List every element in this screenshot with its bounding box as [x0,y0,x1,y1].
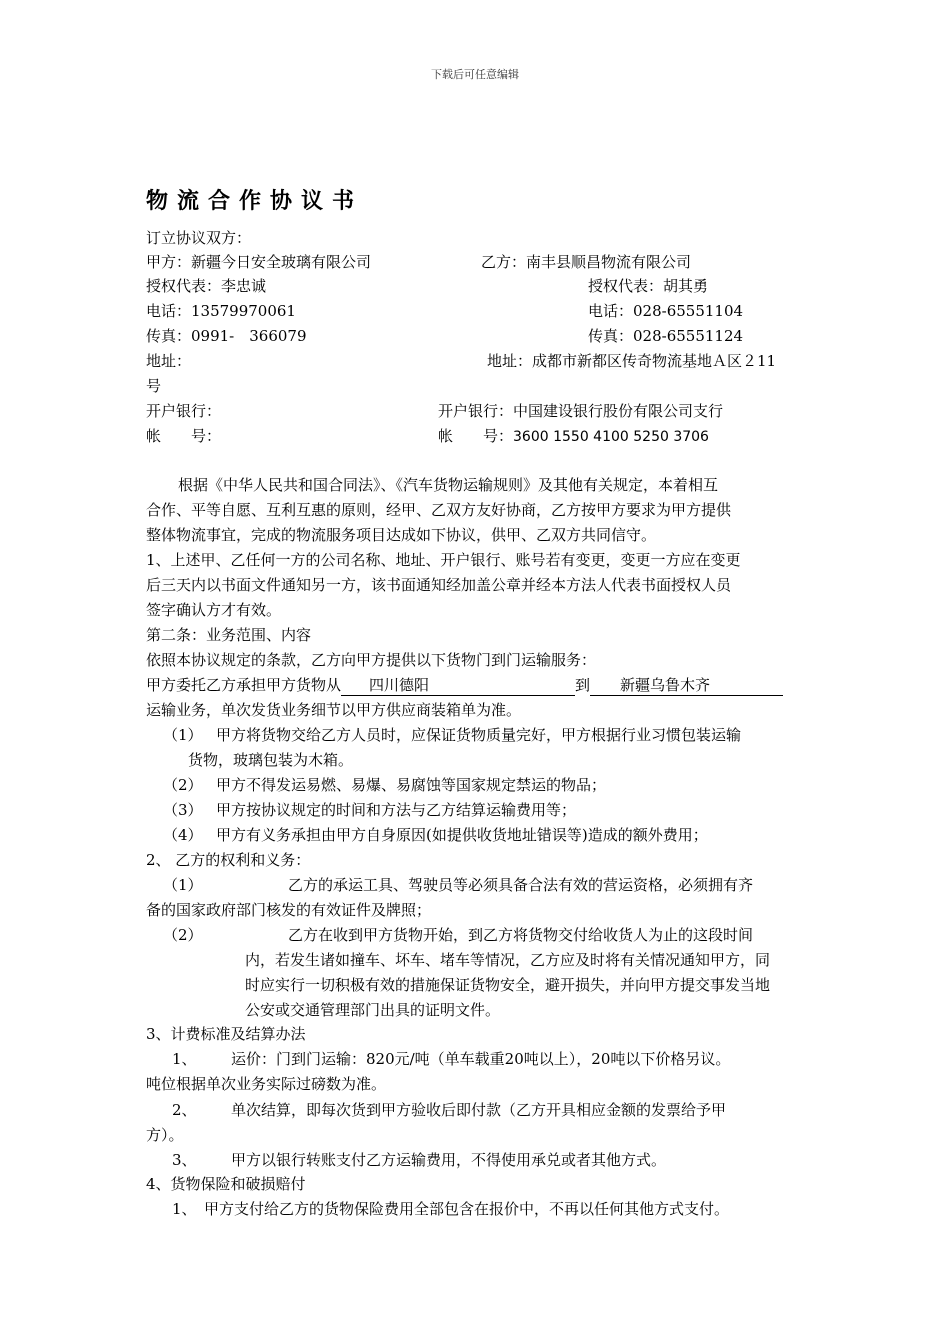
b-item-num: （1） [163,876,203,894]
clause-b-title: 2、 乙方的权利和义务： [146,851,311,869]
party-a-fax: 传真：0991- 366079 [146,327,307,345]
route-line [146,673,783,697]
c4-item-text: 甲方支付给乙方的货物保险费用全部包含在报价中，不再以任何其他方式支付。 [204,1200,730,1218]
header-note: 下载后可任意编辑 [431,68,519,81]
c3-item-num: 1、 [172,1050,197,1068]
b-item-line: 内，若发生诸如撞车、坏车、堵车等情况，乙方应及时将有关情况通知甲方，同 [245,951,771,969]
a-item-num: （3） [163,801,203,819]
party-b-bank: 开户银行：中国建设银行股份有限公司支行 [438,402,724,420]
clause1-line: 后三天内以书面文件通知另一方，该书面通知经加盖公章并经本方法人代表书面授权人员 [146,576,732,594]
c3-item-cont: 方）。 [146,1126,184,1144]
c3-item-num: 2、 [172,1101,197,1119]
preamble-line: 合作、平等自愿、互利互惠的原则，经甲、乙双方友好协商，乙方按甲方要求为甲方提供 [146,501,732,519]
route-to: 新疆乌鲁木齐 [590,675,783,696]
party-b-address-cont: 号 [146,377,162,395]
party-b-fax: 传真：028-65551124 [588,327,744,345]
b-item-cont: 备的国家政府部门核发的有效证件及牌照； [146,901,432,919]
party-a-rep: 授权代表：李忠诚 [146,277,267,295]
clause1-line: 签字确认方才有效。 [146,601,282,619]
route-prefix: 甲方委托乙方承担甲方货物从 [146,676,342,694]
a-item-num: （4） [163,826,203,844]
route-from: 四川德阳 [341,675,575,696]
c3-item-text: 单次结算，即每次货到甲方验收后即付款（乙方开具相应金额的发票给予甲 [231,1101,727,1119]
a-item-text: 甲方将货物交给乙方人员时，应保证货物质量完好，甲方根据行业习惯包装运输 [216,726,742,744]
party-b-phone: 电话：028-65551104 [588,302,744,320]
c3-item-text: 运价：门到门运输：820元/吨（单车载重20吨以上），20吨以下价格另议。 [231,1050,731,1068]
party-a-phone: 电话：13579970061 [146,302,296,320]
route-suffix: 运输业务，单次发货业务细节以甲方供应商装箱单为准。 [146,701,522,719]
intro-line: 订立协议双方： [146,229,252,247]
party-a-bank: 开户银行： [146,402,222,420]
party-a-account-label: 帐 号： [146,427,222,445]
b-item-line: 公安或交通管理部门出具的证明文件。 [245,1001,501,1019]
c3-item-num: 3、 [172,1151,197,1169]
party-b-rep: 授权代表：胡其勇 [588,277,709,295]
party-a-address: 地址： [146,352,192,370]
a-item-num: （1） [163,726,203,744]
c4-item-num: 1、 [172,1200,197,1218]
b-item-num: （2） [163,926,203,944]
document-title: 物流合作协议书 [146,189,364,214]
route-mid: 到 [575,676,591,694]
party-b-name: 乙方：南丰县顺昌物流有限公司 [481,253,692,271]
b-item-line: 时应实行一切积极有效的措施保证货物安全，避开损失，并向甲方提交事发当地 [245,976,771,994]
a-item-text: 甲方有义务承担由甲方自身原因(如提供收货地址错误等)造成的额外费用； [216,826,708,844]
clause4-title: 4、货物保险和破损赔付 [146,1175,306,1193]
party-b-account [438,424,709,449]
party-b-account-label: 帐 号： [438,427,514,445]
a-item-text: 甲方不得发运易燃、易爆、易腐蚀等国家规定禁运的物品； [216,776,607,794]
b-item-text: 乙方的承运工具、驾驶员等必须具备合法有效的营运资格，必须拥有齐 [288,876,754,894]
c3-item-text: 甲方以银行转账支付乙方运输费用，不得使用承兑或者其他方式。 [231,1151,667,1169]
a-item-text: 甲方按协议规定的时间和方法与乙方结算运输费用等； [216,801,577,819]
clause1-line: 1、上述甲、乙任何一方的公司名称、地址、开户银行、账号若有变更，变更一方应在变更 [146,551,741,569]
party-a-name: 甲方：新疆今日安全玻璃有限公司 [146,253,372,271]
a-item-num: （2） [163,776,203,794]
clause2-intro: 依照本协议规定的条款，乙方向甲方提供以下货物门到门运输服务： [146,651,597,669]
b-item-line: 乙方在收到甲方货物开始，到乙方将货物交付给收货人为止的这段时间 [288,926,754,944]
a-item-cont: 货物，玻璃包装为木箱。 [188,751,354,769]
clause3-title: 3、计费标准及结算办法 [146,1025,306,1043]
c3-item-cont: 吨位根据单次业务实际过磅数为准。 [146,1075,387,1093]
clause2-title: 第二条：业务范围、内容 [146,626,312,644]
party-b-account-number: 3600 1550 4100 5250 3706 [513,429,709,445]
preamble-line: 整体物流事宜，完成的物流服务项目达成如下协议，供甲、乙双方共同信守。 [146,526,657,544]
preamble-line: 根据《中华人民共和国合同法》、《汽车货物运输规则》及其他有关规定，本着相互 [178,476,719,494]
party-b-address: 地址：成都市新都区传奇物流基地Ａ区２11 [487,352,777,370]
